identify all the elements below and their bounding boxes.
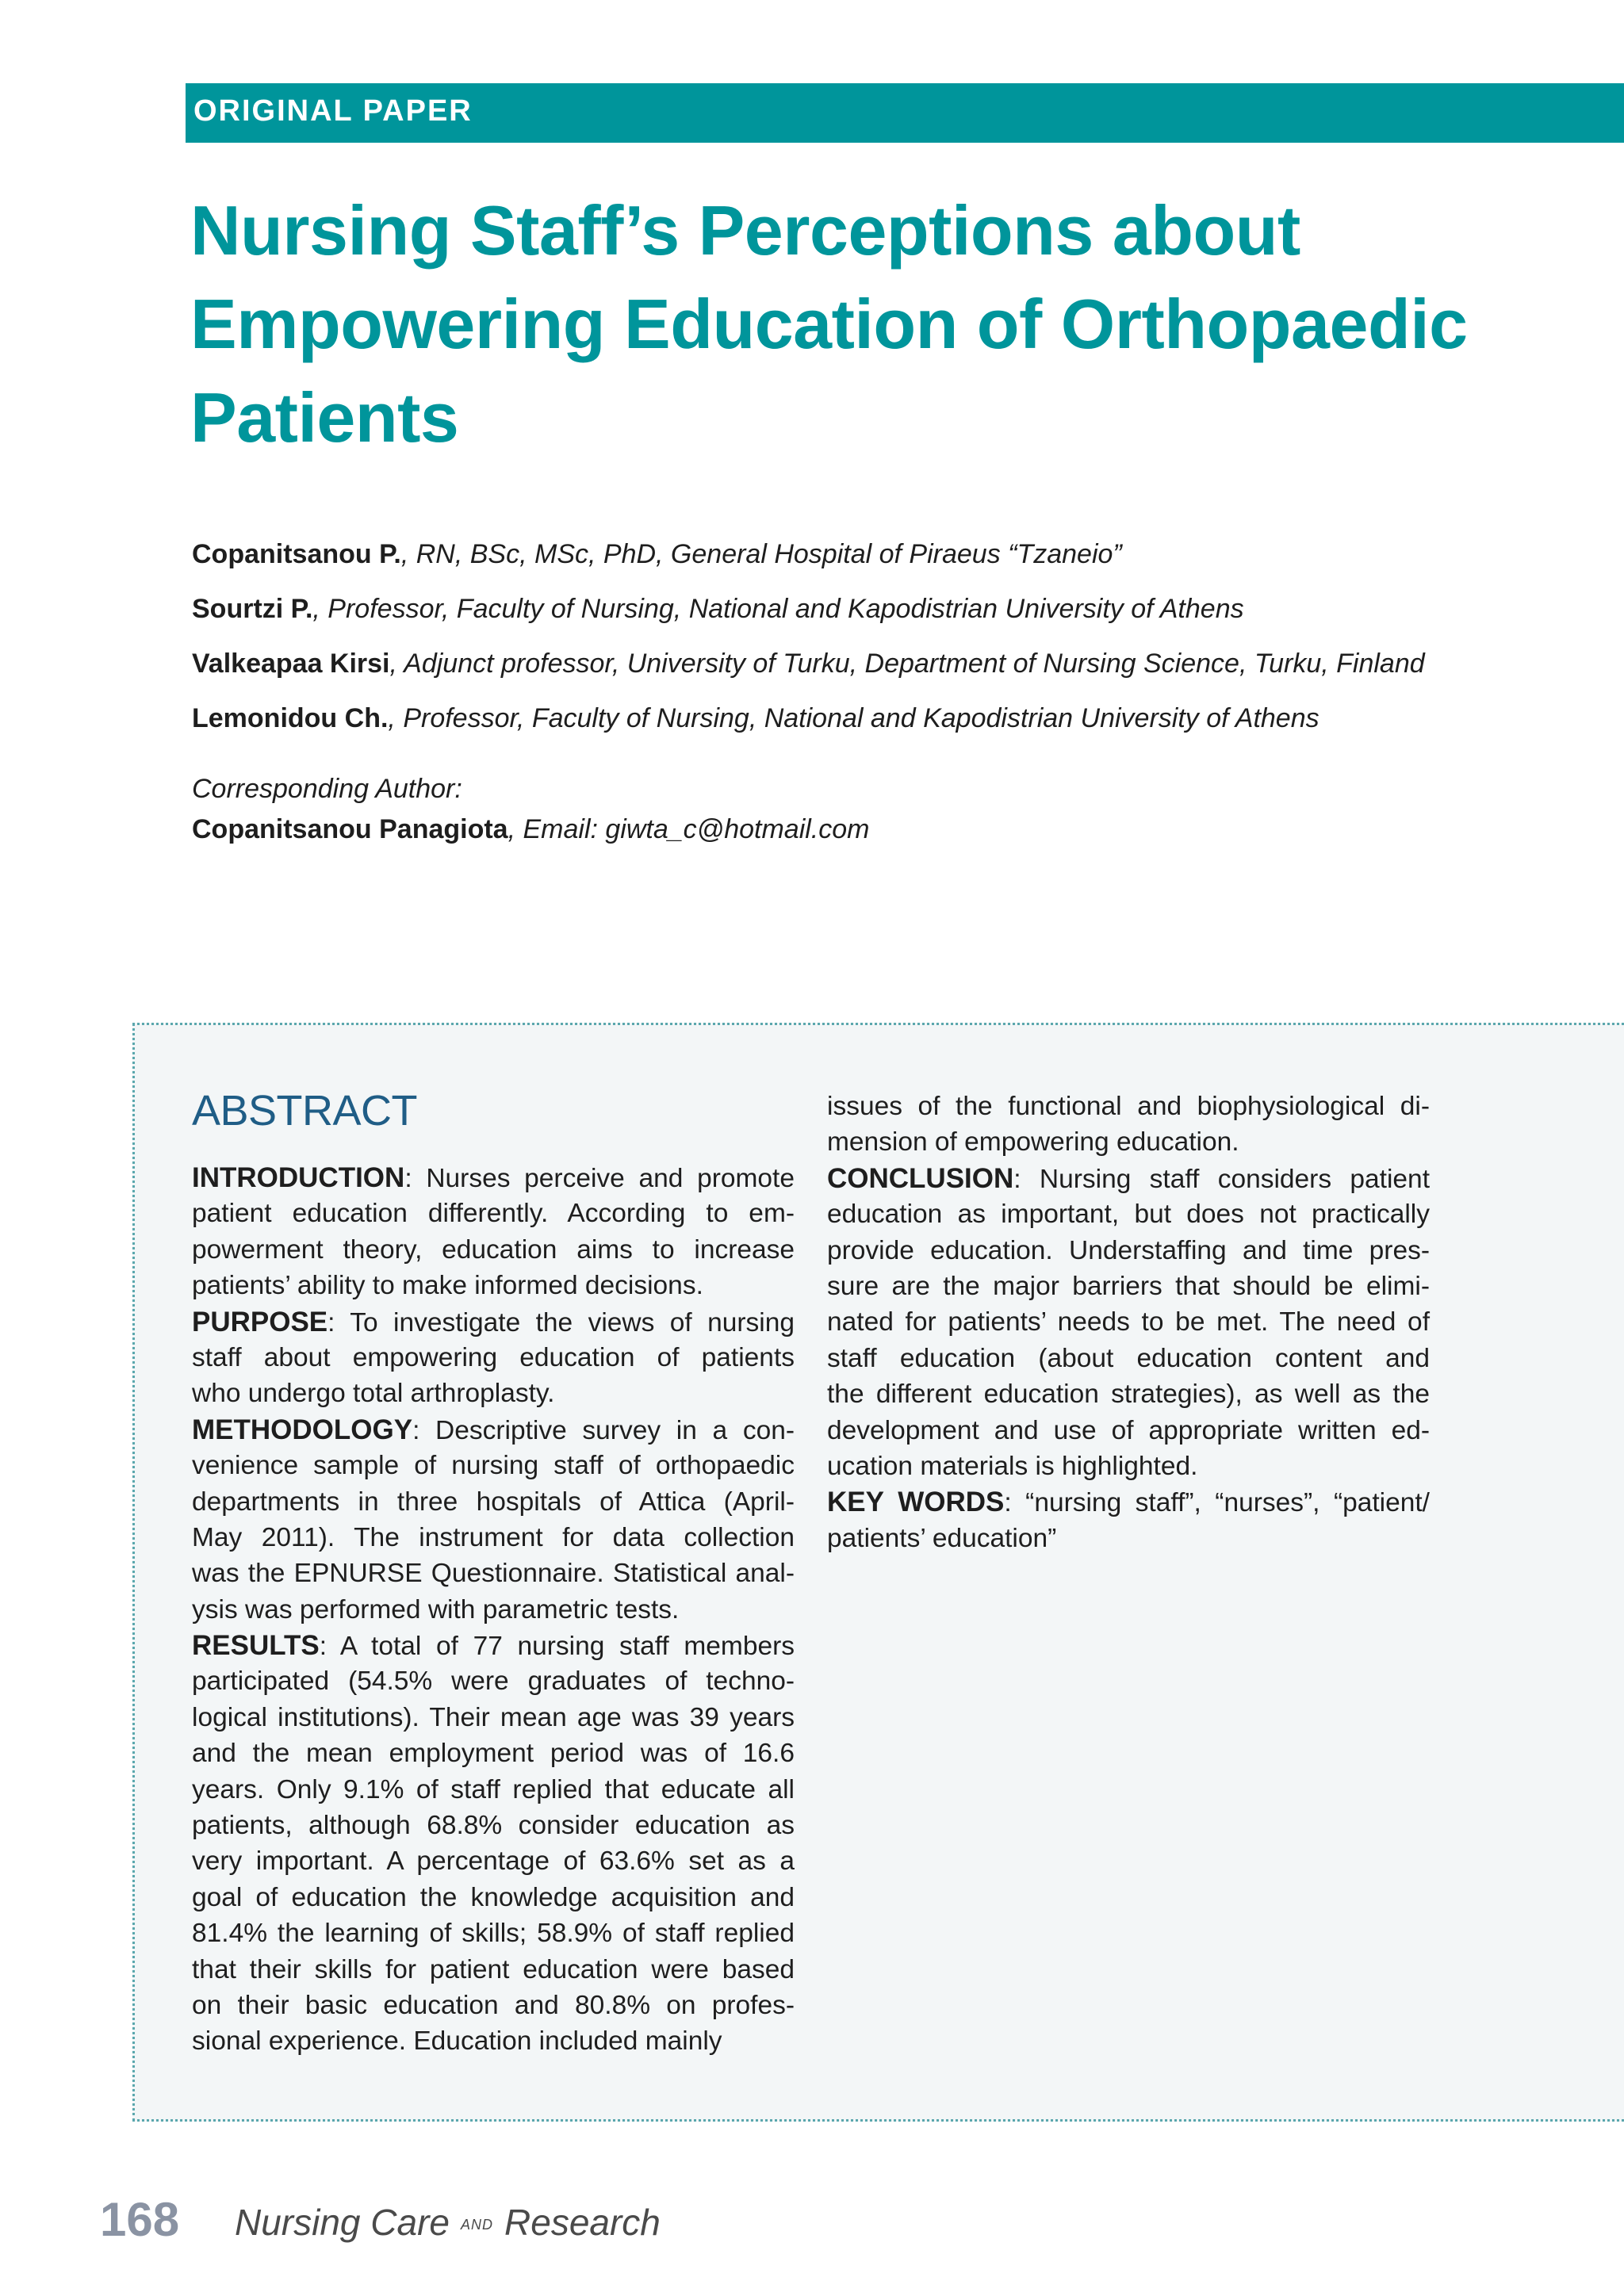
abstract-line — [827, 1304, 1430, 1340]
journal-name-part: Research — [504, 2202, 661, 2243]
abstract-line-text: : A total of 77 nursing staff members — [319, 1632, 795, 1662]
abstract-line — [827, 1376, 1430, 1412]
abstract-line — [192, 1412, 795, 1448]
abstract-line-text: staff about empowering education of patients — [192, 1342, 795, 1372]
title-line: Empowering Education of Orthopaedic — [190, 285, 1468, 363]
abstract-line — [192, 1808, 795, 1843]
abstract-line — [827, 1233, 1430, 1269]
author-list — [192, 539, 1540, 758]
abstract-line — [192, 1952, 795, 1988]
abstract-line-text: ysis was performed with parametric tests. — [192, 1594, 680, 1624]
abstract-line-text: provide education. Understaffing and time pres- — [827, 1235, 1430, 1265]
abstract-section-label: RESULTS — [192, 1630, 320, 1662]
abstract-line — [827, 1484, 1430, 1520]
abstract-line — [192, 1663, 795, 1699]
abstract-line — [192, 1376, 795, 1411]
abstract-line — [827, 1124, 1430, 1160]
corresponding-name: Copanitsanou Panagiota — [192, 814, 508, 844]
author-name: Sourtzi P. — [192, 594, 313, 624]
abstract-line — [192, 1268, 795, 1303]
abstract-line-text: powerment theory, education aims to increase — [192, 1234, 795, 1265]
journal-name — [235, 2201, 661, 2244]
author-affiliation: , Professor, Faculty of Nursing, National and Kapodistrian University of Athens — [388, 703, 1320, 733]
abstract-line — [827, 1521, 1430, 1556]
abstract-line-text: patients’ education” — [827, 1523, 1057, 1553]
author-entry — [192, 594, 1540, 649]
abstract-line-text: sional experience. Education included mainly — [192, 2026, 722, 2057]
abstract-line-text: patients, although 68.8% consider education as — [192, 1811, 795, 1841]
abstract-line — [192, 1484, 795, 1520]
abstract-line — [192, 1700, 795, 1735]
abstract-line — [827, 1413, 1430, 1448]
abstract-line — [192, 1880, 795, 1915]
title-line: Nursing Staff’s Perceptions about — [190, 191, 1300, 270]
abstract-line-text: development and use of appropriate written ed- — [827, 1415, 1430, 1445]
abstract-line-text: ucation materials is highlighted. — [827, 1451, 1198, 1481]
abstract-line — [192, 1556, 795, 1591]
abstract-line — [192, 1520, 795, 1556]
section-banner — [186, 83, 1624, 143]
corresponding-email: , Email: giwta_c@hotmail.com — [508, 814, 870, 844]
abstract-line — [192, 1232, 795, 1268]
abstract-line-text: sure are the major barriers that should be elimi- — [827, 1271, 1430, 1301]
author-affiliation: , Professor, Faculty of Nursing, National and Kapodistrian University of Athens — [312, 594, 1244, 624]
abstract-line-text: that their skills for patient education were based — [192, 1954, 795, 1984]
section-label: ORIGINAL PAPER — [193, 94, 473, 128]
abstract-line-text: May 2011). The instrument for data collection — [192, 1522, 795, 1552]
abstract-line-text: : Nursing staff considers patient — [1013, 1164, 1430, 1194]
corresponding-author — [192, 774, 1540, 845]
abstract-section-label: INTRODUCTION — [192, 1162, 405, 1193]
abstract-line — [192, 1448, 795, 1483]
abstract-line-text: years. Only 9.1% of staff replied that educate all — [192, 1774, 795, 1804]
abstract-line-text: nated for patients’ needs to be met. The need of — [827, 1307, 1430, 1337]
abstract-line-text: venience sample of nursing staff of orthopaedic — [192, 1451, 795, 1481]
abstract-line-text: : Descriptive survey in a con- — [412, 1415, 795, 1445]
abstract-line-text: was the EPNURSE Questionnaire. Statistical anal- — [192, 1559, 795, 1589]
abstract-line — [827, 1089, 1430, 1124]
abstract-line — [192, 1988, 795, 2023]
abstract-right-column — [827, 1089, 1430, 1556]
abstract-section-label: PURPOSE — [192, 1306, 328, 1337]
abstract-line-text: mension of empowering education. — [827, 1127, 1239, 1158]
author-name: Valkeapaa Kirsi — [192, 649, 390, 679]
abstract-line-text: issues of the functional and biophysiological di- — [827, 1092, 1430, 1121]
abstract-line-text: and the mean employment period was of 16.6 — [192, 1739, 795, 1769]
abstract-line-text: goal of education the knowledge acquisition and — [192, 1882, 795, 1912]
journal-name-and: AND — [461, 2217, 494, 2233]
abstract-line — [827, 1269, 1430, 1304]
abstract-line — [192, 1735, 795, 1771]
article-title — [190, 184, 1468, 465]
journal-name-part: Nursing Care — [235, 2202, 450, 2243]
author-entry — [192, 649, 1540, 703]
abstract-left-column — [192, 1160, 795, 2060]
abstract-line — [827, 1341, 1430, 1376]
abstract-line-text: on their basic education and 80.8% on profes- — [192, 1990, 795, 2020]
abstract-line — [827, 1196, 1430, 1232]
author-affiliation: , Adjunct professor, University of Turku, Department of Nursing Science, Turku, Finland — [389, 649, 1425, 679]
abstract-line-text: patients’ ability to make informed decisions. — [192, 1271, 703, 1301]
abstract-line-text: : “nursing staff”, “nurses”, “patient/ — [1004, 1488, 1430, 1518]
abstract-line — [192, 1340, 795, 1376]
abstract-line — [192, 1772, 795, 1808]
abstract-line — [192, 1592, 795, 1628]
abstract-line-text: staff education (about education content and — [827, 1343, 1430, 1373]
abstract-line-text: departments in three hospitals of Attica (April- — [192, 1487, 795, 1517]
abstract-line — [827, 1161, 1430, 1196]
abstract-line — [827, 1448, 1430, 1484]
abstract-line — [192, 1915, 795, 1951]
author-affiliation: , RN, BSc, MSc, PhD, General Hospital of Piraeus “Tzaneio” — [400, 539, 1122, 569]
abstract-line — [192, 2023, 795, 2059]
author-name: Lemonidou Ch. — [192, 703, 389, 733]
abstract-line — [192, 1843, 795, 1879]
title-line: Patients — [190, 378, 459, 457]
abstract-line — [192, 1304, 795, 1340]
abstract-heading: ABSTRACT — [192, 1087, 418, 1135]
abstract-line-text: who undergo total arthroplasty. — [192, 1379, 555, 1409]
abstract-line — [192, 1160, 795, 1196]
abstract-line-text: patient education differently. According to em- — [192, 1199, 795, 1229]
author-name: Copanitsanou P. — [192, 539, 401, 569]
abstract-line-text: participated (54.5% were graduates of techno- — [192, 1667, 795, 1697]
abstract-line — [192, 1628, 795, 1663]
abstract-line-text: logical institutions). Their mean age was 39 years — [192, 1702, 795, 1732]
abstract-section-label: KEY WORDS — [827, 1487, 1005, 1518]
abstract-line — [192, 1196, 795, 1231]
abstract-line-text: education as important, but does not practically — [827, 1200, 1430, 1230]
author-entry — [192, 703, 1540, 758]
abstract-line-text: : Nurses perceive and promote — [404, 1164, 795, 1193]
abstract-section-label: CONCLUSION — [827, 1162, 1014, 1194]
page-number: 168 — [100, 2193, 180, 2246]
abstract-section-label: METHODOLOGY — [192, 1414, 413, 1445]
abstract-line-text: : To investigate the views of nursing — [327, 1307, 795, 1337]
abstract-line-text: 81.4% the learning of skills; 58.9% of staff replied — [192, 1919, 795, 1949]
abstract-line-text: the different education strategies), as well as the — [827, 1380, 1430, 1410]
corresponding-label: Corresponding Author: — [192, 774, 462, 804]
author-entry — [192, 539, 1540, 594]
abstract-line-text: very important. A percentage of 63.6% set as a — [192, 1846, 795, 1877]
